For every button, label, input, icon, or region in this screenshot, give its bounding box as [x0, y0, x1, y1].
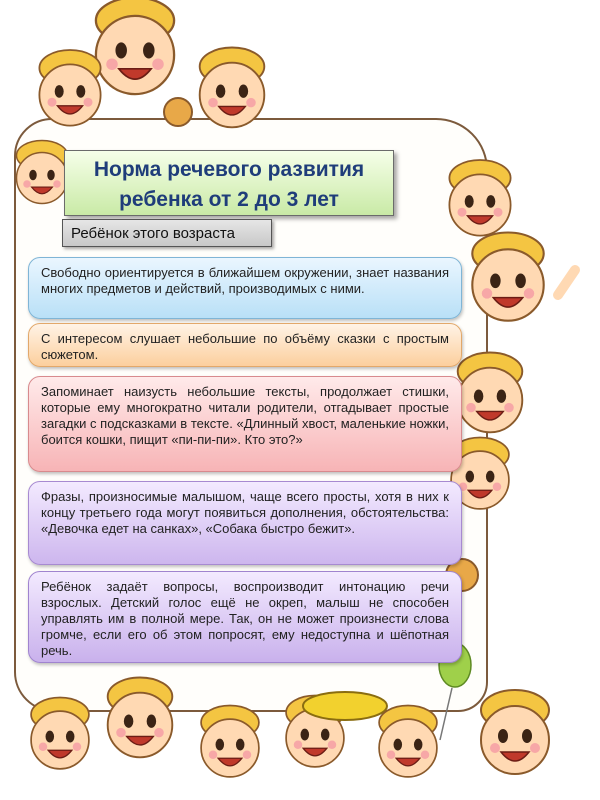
- info-card-questions: Ребёнок задаёт вопросы, воспроизводит интонацию речи взрослых. Детский голос ещё не окреп, малыш не способен управлять им в полной мере. Так, он не может произнести слова громче, если его об этом попросят, ему недоступна и шёпотная речь.: [28, 571, 462, 663]
- teddy-bear-top: [164, 98, 192, 126]
- info-card-orientation: Свободно ориентируется в ближайшем окружении, знает названия многих предметов и действий, производимых с ними.: [28, 257, 462, 319]
- info-card-phrases: Фразы, произносимые малышом, чаще всего просты, хотя в них к концу третьего года могут появиться дополнения, обстоятельства: «Девочка едет на санках», «Собака быстро бежит».: [28, 481, 462, 565]
- info-card-listening: С интересом слушает небольшие по объёму сказки с простым сюжетом.: [28, 323, 462, 367]
- kid-right-2: [472, 233, 543, 321]
- balloon-string: [440, 688, 452, 740]
- title-line-1: Норма речевого развития: [93, 158, 365, 181]
- kid-right-3: [458, 353, 523, 433]
- kid-top-left: [39, 50, 100, 126]
- kid-bottom-5: [379, 706, 437, 777]
- section-subtitle: Ребёнок этого возраста: [62, 219, 272, 247]
- kid-right-1: [449, 160, 510, 236]
- page-title: [64, 150, 394, 216]
- info-card-memorizing: Запоминает наизусть небольшие тексты, продолжает стишки, которые ему многократно читали родители, отгадывает простые загадки с подсказками в тексте. «Длинный хвост, маленькие ножки, боится кошки, пищит «пи-пи-пи». Кто это?»: [28, 376, 462, 472]
- kid-left-edge: [17, 141, 68, 204]
- title-line-2: ребенка от 2 до 3 лет: [119, 188, 339, 211]
- kid-bottom-2: [108, 678, 173, 758]
- kid-bottom-1: [31, 698, 89, 769]
- kid-top-right: [200, 47, 265, 127]
- kid-bottom-3: [201, 706, 259, 777]
- waving-hand: [558, 270, 575, 295]
- sun-hat: [303, 692, 387, 720]
- kid-top-center: [96, 0, 174, 94]
- kid-bottom-6: [481, 690, 549, 774]
